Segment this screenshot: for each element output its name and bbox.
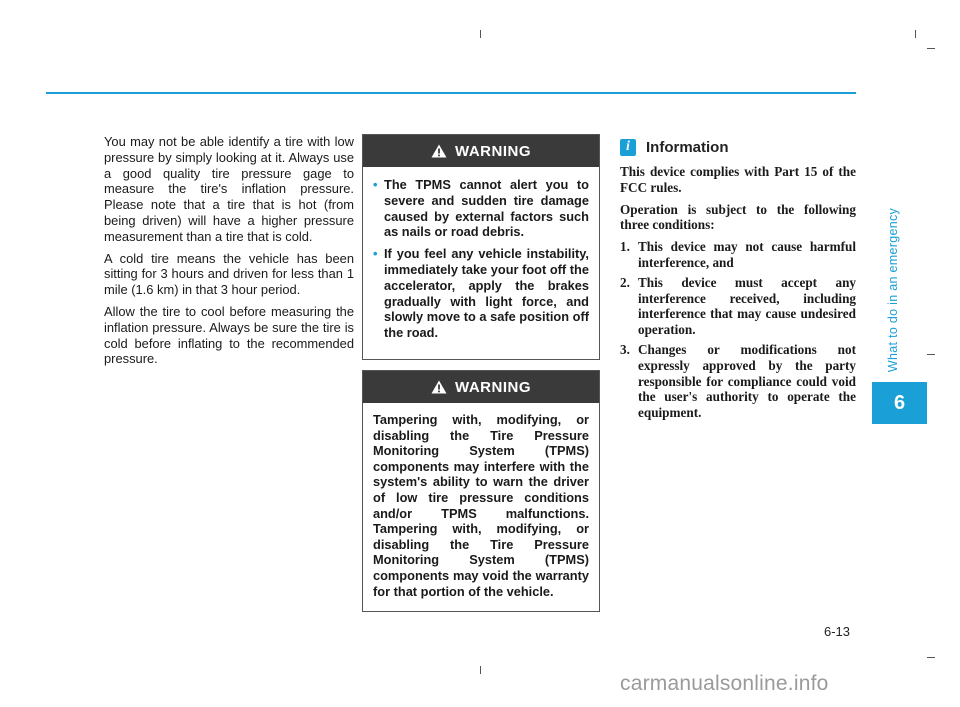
info-conditions-list <box>620 239 856 421</box>
page-number: 6-13 <box>824 624 851 639</box>
crop-mark <box>927 48 935 49</box>
warning-title: WARNING <box>455 378 531 396</box>
warning-triangle-icon <box>431 144 447 158</box>
information-title: Information <box>646 138 729 156</box>
warning-text: Tampering with, modifying, or disabling the Tire Pressure Monitoring System (TPMS) components may interfere with the system's ability to warn the driver of low tire pressure conditions and/or TPMS malfunctions. Tampering with, modifying, or disabling the Tire Pressure Monitoring System (TPMS) components may void the warranty for that portion of the vehicle. <box>373 412 589 599</box>
info-icon: i <box>620 139 636 156</box>
body-text-column <box>104 134 354 373</box>
warning-triangle-icon <box>431 380 447 394</box>
info-paragraph: Operation is subject to the following three conditions: <box>620 201 856 233</box>
chapter-side-title: What to do in an emergency <box>886 207 901 373</box>
crop-mark <box>927 354 935 355</box>
info-paragraph: This device complies with Part 15 of the FCC rules. <box>620 164 856 195</box>
crop-mark <box>915 30 916 38</box>
crop-mark <box>927 657 935 658</box>
header-rule <box>46 92 856 94</box>
list-item: 3. Changes or modifications not expressly approved by the party responsible for compliance could void the user's authority to operate the equipment. <box>620 341 856 421</box>
list-item: 1. This device may not cause harmful interference, and <box>620 239 856 270</box>
crop-mark <box>480 666 481 674</box>
body-paragraph: Allow the tire to cool before measuring the inflation pressure. Always be sure the tire is cold before inflating to the recommended pressure. <box>104 303 354 367</box>
warning-box-tpms-limits <box>362 134 600 360</box>
warning-box-tpms-tampering <box>362 370 600 612</box>
body-paragraph: A cold tire means the vehicle has been sitting for 3 hours and driven for less than 1 mile (1.6 km) in that 3 hour period. <box>104 250 354 298</box>
body-paragraph: You may not be able identify a tire with low pressure by simply looking at it. Always use a good quality tire pressure gage to measure the tire's inflation pressure. Please note that a tire that is hot (from being driven) will have a higher pressure measurement than a tire that is cold. <box>104 134 354 244</box>
crop-mark <box>480 30 481 38</box>
information-section <box>620 138 856 425</box>
warning-title: WARNING <box>455 142 531 160</box>
chapter-number-tab: 6 <box>872 382 927 424</box>
watermark-text: carmanualsonline.info <box>620 672 829 695</box>
list-item: 2. This device must accept any interference received, including interference that may cause undesired operation. <box>620 274 856 338</box>
warning-item: • The TPMS cannot alert you to severe and sudden tire damage caused by external factors such as nails or road debris. <box>373 177 589 240</box>
warning-header <box>363 371 599 403</box>
information-header <box>620 138 856 156</box>
warning-header <box>363 135 599 167</box>
warning-item: • If you feel any vehicle instability, immediately take your foot off the accelerator, apply the brakes gradually with light force, and slowly move to a safe position off the road. <box>373 246 589 341</box>
